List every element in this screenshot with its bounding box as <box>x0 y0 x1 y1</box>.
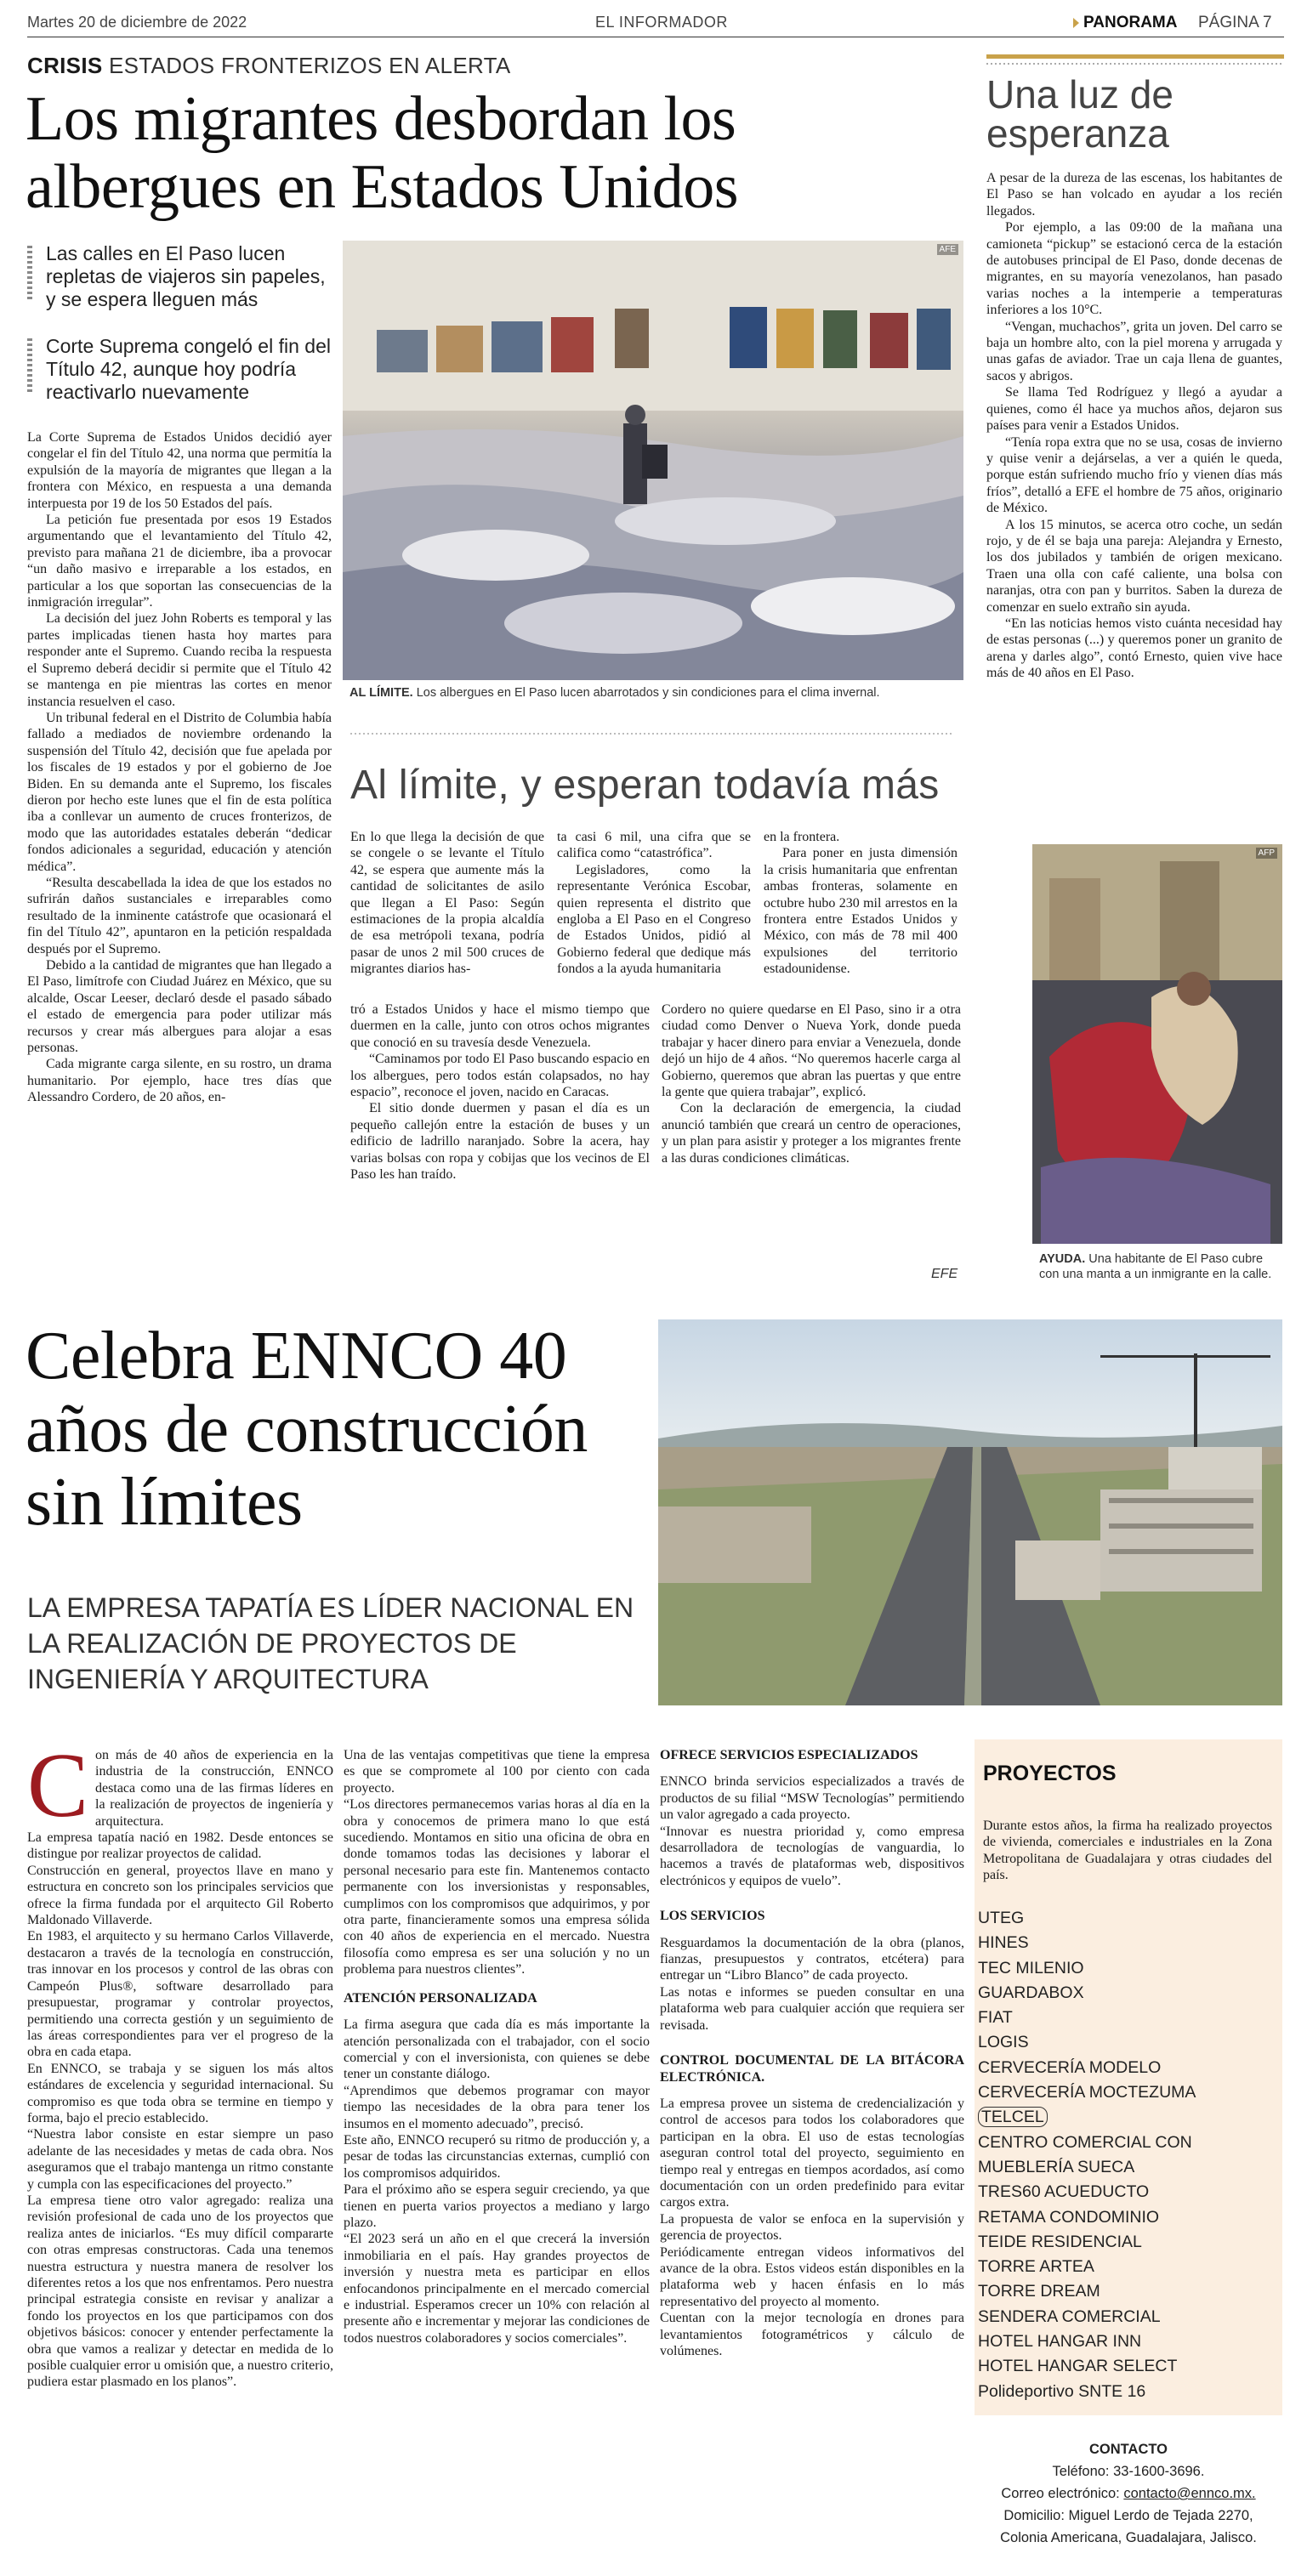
col3-heading-3: CONTROL DOCUMENTAL DE LA BITÁCORA ELECTRÓNICA. <box>660 2053 964 2085</box>
photo-credit: AFE <box>937 244 958 255</box>
article2-col3: OFRECE SERVICIOS ESPECIALIZADOS ENNCO brinda servicios especializados a través de productos de su filial “MSW Tecnologías” permitiendo un valor agregado a cada proyecto. “Innovar es nuestra prioridad y, como empresa desarrolladora de tecnologías de vanguardia, lo hacemos a través de plataformas web, dispositivos electrónicos y equipos de vuelo”. LOS SERVICIOS Resguardamos la documentación de la obra (planos, fianzas, presupuestos y contratos, etcétera) para entregar un “Libro Blanco” de cada proyecto. Las notas e informes se pueden consultar en una plataforma web para cualquier acción que requiera ser revisada. CONTROL DOCUMENTAL DE LA BITÁCORA ELECTRÓNICA. La empresa provee un sistema de credencialización y control de accesos para todos los colaboradores que participan en la obra. El uso de estas tecnologías aseguran control total del proyecto, seguimiento en tiempo real y entregas en tiempos acordados, así como documentación con un orden predefinido para evitar cargos extra. La propuesta de valor se enfoca en la supervisión y gerencia de proyectos. Periódicamente entregan videos informativos del avance de la obra. Estos videos están disponibles en la plataforma web y hacen énfasis en lo más representativo del proyecto al momento. Cuentan con la mejor tecnología en drones para levantamientos fotogramétricos y cálculo de volúmenes. <box>660 1748 964 2358</box>
projects-title: PROYECTOS <box>983 1762 1117 1785</box>
sidebar-caption-bold: AYUDA. <box>1039 1252 1086 1266</box>
project-item: CERVECERÍA MODELO <box>978 2057 1162 2077</box>
project-item: TORRE ARTEA <box>978 2257 1094 2277</box>
project-item: GUARDABOX <box>978 1983 1084 2002</box>
project-item: CERVECERÍA MOCTEZUMA <box>978 2083 1196 2102</box>
project-item: TRES60 ACUEDUCTO <box>978 2182 1150 2202</box>
shelter-scene <box>343 241 963 680</box>
article1-subheads <box>27 242 333 404</box>
sidebar-top-rule-dots <box>986 63 1284 65</box>
contact-address-1: Domicilio: Miguel Lerdo de Tejada 2270, <box>1003 2508 1253 2523</box>
article2-col1: C on más de 40 años de experiencia en la industria de la construcción, ENNCO destaca como una de las firmas líderes en la realización de proyectos de ingeniería y arquitectura. La empresa tapatía nació en 1982. Desde entonces se distingue por realizar proyectos de calidad. Construcción en general, proyectos llave en mano y estructura en concreto son los principales servicios que ofrece la firma fundada por el arquitecto Gil Roberto Maldonado Villaverde. En 1983, el arquitecto y su hermano Carlos Villaverde, destacaron a través de la tecnología en construcción, tras innovar en los procesos y control de las obras con Campeón Plus®, software desarrollado para presupuestar, programar y controlar proyectos, permitiendo una correcta gestión y un seguimiento de las áreas correspondientes para ver el progreso de la obra en cada etapa. En ENNCO, se trabaja y se siguen los más altos estándares de excelencia y seguridad internacional. Su compromiso es que toda obra se termine en tiempo y forma, bajo el precio establecido. “Nuestra labor consiste en estar siempre un paso adelante de las necesidades y metas de cada obra. Nos aseguramos que el trabajo mantenga un ritmo constante y cumpla con las especificaciones del proyecto.” La empresa tiene otro valor agregado: realiza una revisión profesional de cada uno de los proyectos que realiza antes de iniciarlos. “Es muy difícil compararte con otras empresas constructoras. Cada una tenemos nuestra estructura y nuestra manera de resolver los diferentes retos a los que nos enfrentamos. Pero nuestra principal estrategia consiste en revisar y analizar a fondo los proyectos en los que participamos con dos objetivos básicos: conocer y entender perfectamente la obra que vamos a realizar y detectar en medida de lo posible cualquier error u omisión que, a nuestro criterio, pudiera estar plasmado en los planos”. <box>27 1735 333 2390</box>
header-section: PANORAMA <box>1083 14 1178 31</box>
subhead-bullet <box>27 246 32 300</box>
upper-col-c: en la frontera. Para poner en justa dimensión la crisis humanitaria que enfrentan ambas fronteras, solamente en octubre hubo 230 mil arrestos en la frontera entre Estados Unidos y México, con más de 78 mil 400 expulsiones del territorio estadounidense. <box>764 830 958 977</box>
upper-col-b: ta casi 6 mil, una cifra que se califica como “catastrófica”. Legisladores, como la representante Verónica Escobar, quien representa el distrito que engloba a El Paso en el Congreso de Estados Unidos, pidió al Gobierno federal que dedique más fondos a la ayuda humanitaria <box>557 830 751 977</box>
contact-email-line: Correo electrónico: contacto@ennco.mx. <box>1001 2486 1256 2501</box>
project-item: UTEG <box>978 1909 1025 1927</box>
subhead-2: Corte Suprema congeló el fin del Título 42, aunque hoy podría reactivarlo nuevamente <box>27 335 333 404</box>
kicker-bold: CRISIS <box>27 53 103 78</box>
article1-signature: EFE <box>931 1267 958 1281</box>
subhead-1: Las calles en El Paso lucen repletas de viajeros sin papeles, y se espera lleguen más <box>27 242 333 311</box>
project-item: TEIDE RESIDENCIAL <box>978 2232 1142 2251</box>
construction-scene <box>658 1319 1282 1705</box>
article1-col1: La Corte Suprema de Estados Unidos decidió ayer congelar el fin del Título 42, una norma que permitía la expulsión de la mayoría de migrantes que llegan a la frontera con México, en respuesta a una demanda interpuesta por 19 de los 50 Estados del país. La petición fue presentada por esos 19 Estados argumentando que el levantamiento del Título 42, previsto para mañana 21 de diciembre, iba a provocar “un daño masivo e irreparable a los estados, en particular a los que soportan las consecuencias de la inmigración irregular”. La decisión del juez John Roberts es temporal y las partes implicadas tienen hasta hoy martes para responder ante el Supremo. Cuando reciba la respuesta el Supremo deberá decidir si permite que el Título 42 se mantenga en pie mientras las cortes en menor instancia resuelven el caso. Un tribunal federal en el Distrito de Columbia había fallado a mediados de noviembre ordenando la suspensión del Título 42, decisión que fue apelada por los fiscales de 19 estados y por el gobierno de Joe Biden. En su demanda ante el Supremo, los fiscales dieron por hecho este lunes que el fin de esta política iba a conllevar un aumento de cruces fronterizos, de modo que las autoridades estatales deberán “dedicar fondos adicionales a seguridad, educación y atención médica”. “Resulta descabellada la idea de que los estados no sufrirán daños sustanciales e irreparables como resultado de la inminente catástrofe que ocasionará el fin del Título 42”, apuntaron en la petición respaldada después por el Supremo. Debido a la cantidad de migrantes que han llegado a El Paso, limítrofe con Ciudad Juárez en México, que su alcalde, Oscar Leeser, declaró desde el pasado sábado el estado de emergencia para poder utilizar más recursos y crear más albergues para alojar a esas personas. Cada migrante carga silente, en su rostro, un drama humanitario. Por ejemplo, hace tres días que Alessandro Cordero, de 20 años, en- <box>27 430 332 1105</box>
sidebar-title: Una luz de esperanza <box>986 72 1173 156</box>
header-page-number: PÁGINA 7 <box>1198 14 1272 31</box>
project-item: HOTEL HANGAR INN <box>978 2332 1142 2352</box>
subhead-bullet <box>27 338 32 393</box>
col3-heading-1: OFRECE SERVICIOS ESPECIALIZADOS <box>660 1748 918 1762</box>
projects-list <box>978 1906 1267 2404</box>
project-item: HOTEL HANGAR SELECT <box>978 2357 1178 2376</box>
header-section-marker <box>1073 18 1079 28</box>
contact-email[interactable]: contacto@ennco.mx. <box>1123 2486 1256 2501</box>
project-item: Polideportivo SNTE 16 <box>978 2381 1146 2401</box>
header-date: Martes 20 de diciembre de 2022 <box>27 14 247 31</box>
sidebar-top-rule <box>986 54 1284 59</box>
project-item: MUEBLERÍA SUECA <box>978 2157 1135 2176</box>
project-item: LOGIS <box>978 2033 1029 2052</box>
caption-bold: AL LÍMITE. <box>349 686 413 700</box>
contact-block <box>975 2438 1282 2549</box>
shelter-photo <box>343 241 963 680</box>
article1-headline: Los migrantes desbordan los albergues en Estados Unidos <box>26 84 739 222</box>
sub-headline: Al límite, y esperan todavía más <box>350 763 940 808</box>
upper-col-a: En lo que llega la decisión de que se congele o se levante el Título 42, se espera que aumente más la cantidad de solicitantes de asilo que llegan a El Paso: Según estimaciones de la propia alcaldía de esa metrópoli texana, podría pasar de unos 2 mil 500 cruces de migrantes diarios has- <box>350 830 544 977</box>
project-item: SENDERA COMERCIAL <box>978 2306 1161 2326</box>
sub-headline-rule <box>350 733 954 735</box>
project-item-circled: TELCEL <box>978 2105 1267 2130</box>
sidebar-body: A pesar de la dureza de las escenas, los habitantes de El Paso se han volcado en ayudar a los recién llegados. Por ejemplo, a las 09:00 de la mañana una camioneta “pickup” se estacionó cerca de la estación de autobuses principal de El Paso, donde decenas de migrantes, en su mayoría venezolanos, han pasado varias noches a la intemperie a temperaturas inferiores a los 10°C. “Vengan, muchachos”, grita un joven. Del carro se baja un hombre alto, con la piel morena y arrugada y unas gafas de aviador. Trae un caja llena de guantes, sacos y abrigos. Se llama Ted Rodríguez y llegó a ayudar a quienes, como él hace ya muchos años, dejaron sus países para venir a Estados Unidos. “Tenía ropa extra que no se usa, cosas de invierno y quise venir a dejárselas, a ver a quién le queda, porque están sufriendo mucho frío y vienen días más fríos”, detalló a EFE el hombre de 75 años, originario de México. A los 15 minutos, se acerca otro coche, un sedán rojo, y de él se baja una pareja: Alejandra y Ernesto, los dos jubilados y también de origen mexicano. Traen una olla con café caliente, una bolsa con naranjas, otra con pan y burritos. Saben la dureza de comenzar en suelo extraño sin ayuda. “En las noticias hemos visto cuánta necesidad hay de estas personas (...) y queremos poner un granito de arena y darles algo”, contó Ernesto, quien vive hace más de 40 años en El Paso. <box>986 171 1282 681</box>
article2-headline: Celebra ENNCO 40 años de construcción sin límites <box>26 1319 588 1540</box>
project-item: RETAMA CONDOMINIO <box>978 2207 1160 2227</box>
lower-col-b: Cordero no quiere quedarse en El Paso, sino ir a otra ciudad como Denver o Nueva York, donde pueda trabajar y hacer dinero para enviar a Venezuela, donde dejó un hijo de 4 años. “No queremos hacerle carga al Gobierno, queremos que abran las puertas y que entre la gente que quiera trabajar”, explicó. Con la declaración de emergencia, la ciudad anunció también que creará un centro de operaciones, y un plan para asistir y proteger a los migrantes frente a las duras condiciones climáticas. <box>662 1002 961 1166</box>
projects-intro: Durante estos años, la firma ha realizado proyectos de vivienda, comerciales e industriales en la Zona Metropolitana de Guadalajara y otras ciudades del país. <box>983 1819 1272 1883</box>
contact-title: CONTACTO <box>1089 2442 1168 2457</box>
article2-col2: Una de las ventajas competitivas que tiene la empresa es que se compromete al 100 por ciento con cada proyecto. “Los directores permanecemos varias horas al día en la obra y conocemos de primera mano lo que está sucediendo. Montamos en sitio una oficina de obra en donde tomamos todas las decisiones y laborar el personal necesario para este fin. Mantenemos contacto permanente con los inversionistas y responsables, cumplimos con los compromisos que adquirimos, y por otra parte, financieramente somos una empresa sólida con 40 años de experiencia en el mercado. Nuestra filosofía como empresa es ser una solución y no un problema para nuestros clientes”. ATENCIÓN PERSONALIZADA La firma asegura que cada día es más importante la atención personalizada con el trabajador, con el socio comercial y con el inversionista, con quienes se debe tener un constante diálogo. “Aprendimos que debemos programar con mayor tiempo las necesidades de la obra para tener los insumos en el momento adecuado”, precisó. Este año, ENNCO recuperó su ritmo de producción y, a pesar de todas las circunstancias externas, cumplió con los compromisos adquiridos. Para el próximo año se espera seguir creciendo, ya que tienen en puerta varios proyectos a mediano y largo plazo. “El 2023 será un año en el que crecerá la inversión inmobiliaria en el país. Hay grandes proyectos de inversión y nuestra meta es participar en ellos enfocandonos principalmente en el mercado comercial e industrial. Esperamos crecer un 10% con relación al presente año e incrementar y mejorar las condiciones de todos nuestros colaboradores y socios comerciales”. <box>344 1748 650 2346</box>
construction-photo <box>658 1319 1282 1705</box>
shelter-caption <box>349 685 963 701</box>
sidebar-caption <box>1039 1251 1286 1282</box>
article1-kicker <box>27 53 510 79</box>
project-item: TEC MILENIO <box>978 1958 1084 1977</box>
project-item: HINES <box>978 1933 1029 1953</box>
col3-heading-2: LOS SERVICIOS <box>660 1909 765 1924</box>
contact-address-2: Colonia Americana, Guadalajara, Jalisco. <box>1000 2530 1257 2545</box>
sidebar-caption-text: Una habitante de El Paso cubre con una manta a un inmigrante en la calle. <box>1039 1252 1272 1281</box>
dropcap: C <box>27 1735 89 1836</box>
projects-box <box>975 1739 1282 2415</box>
header-newspaper: EL INFORMADOR <box>595 14 728 31</box>
sidebar-photo-credit: AFP <box>1256 848 1277 859</box>
sidebar-photo <box>1032 844 1282 1244</box>
page-header <box>27 12 1284 37</box>
contact-phone: Teléfono: 33-1600-3696. <box>1052 2464 1205 2479</box>
article2-deck: LA EMPRESA TAPATÍA ES LÍDER NACIONAL EN LA REALIZACIÓN DE PROYECTOS DE INGENIERÍA Y ARQUITECTURA <box>27 1592 634 1694</box>
project-item: FIAT <box>978 2008 1013 2028</box>
project-item: CENTRO COMERCIAL CON <box>978 2132 1192 2152</box>
project-item: TORRE DREAM <box>978 2282 1100 2301</box>
sidebar-scene <box>1032 844 1282 1244</box>
lower-col-a: tró a Estados Unidos y hace el mismo tiempo que duermen en la calle, junto con otros ochos migrantes que conoció en su travesía desde Venezuela. “Caminamos por todo El Paso buscando espacio en los albergues, pero todos están colapsados, no hay espacio”, reconoce el joven, nacido en Caracas. El sitio donde duermen y pasan el día es un pequeño callejón entre la estación de buses y un edificio de ladrillo naranjado. Sobre la acera, hay varias bolsas con ropa y cobijas que los vecinos de El Paso les han traído. <box>350 1002 650 1183</box>
kicker-rest: ESTADOS FRONTERIZOS EN ALERTA <box>109 53 511 78</box>
caption-text: Los albergues en El Paso lucen abarrotados y sin condiciones para el clima invernal. <box>416 686 880 700</box>
col2-heading: ATENCIÓN PERSONALIZADA <box>344 1990 537 2006</box>
